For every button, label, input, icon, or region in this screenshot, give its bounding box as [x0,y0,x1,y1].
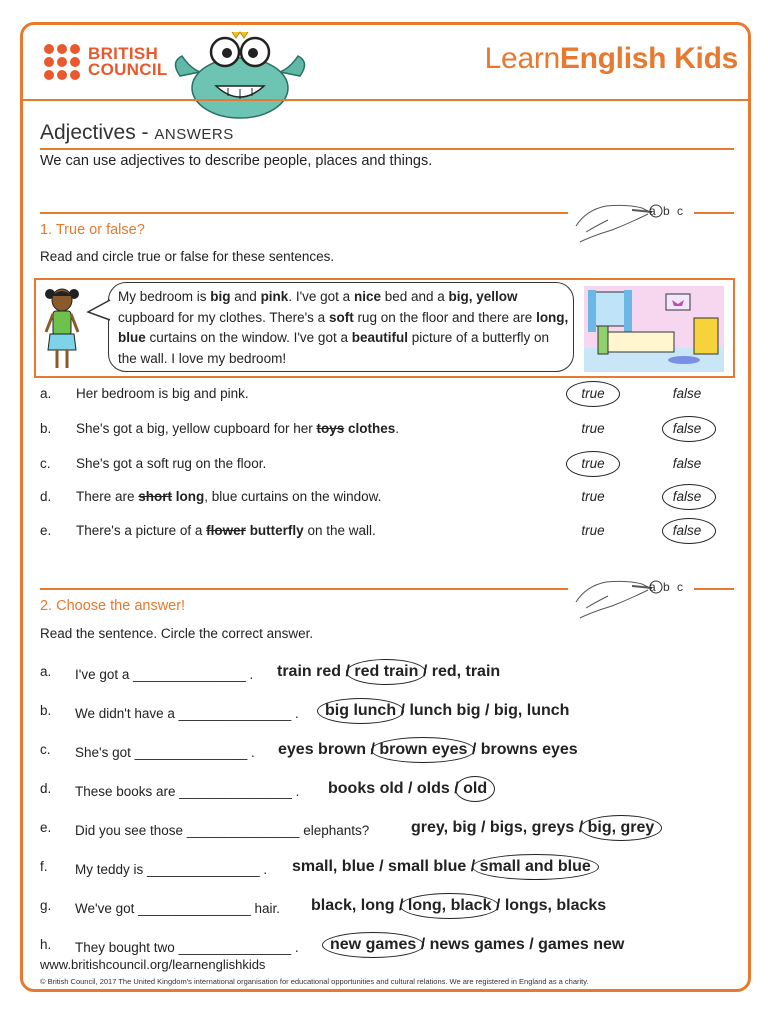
choice-item-sentence: She's got _______________ . [75,745,255,760]
choice-item-letter: b. [40,703,52,718]
choice-item-letter: h. [40,937,52,952]
answer-circle [371,737,475,763]
intro-text: We can use adjectives to describe people, places and things. [40,153,433,169]
section1-rule-left [40,212,568,214]
circled-answer[interactable]: long, black [408,897,492,915]
bedroom-illustration [584,286,724,372]
tf-item-sentence: She's got a big, yellow cupboard for her toys clothes. [76,421,400,436]
section2-heading: 2. Choose the answer! [40,598,186,614]
answer-circle [566,381,620,407]
answer-circle [455,776,495,802]
choice-item [40,894,740,920]
answer-circle [580,815,663,841]
answer-circle [662,416,716,442]
section2-rule-left [40,588,568,590]
tf-item-sentence: She's got a soft rug on the floor. [76,456,267,471]
abc-label: a b c [649,204,686,218]
choice-item [40,699,740,725]
speech-bubble-tail-icon [86,298,112,324]
circled-answer[interactable]: big lunch [325,702,396,720]
tf-item-letter: c. [40,456,51,471]
choice-item [40,855,740,881]
logo-learn: Learn [484,42,560,75]
british-council-logo [44,44,168,80]
story-text: My bedroom is big and pink. I've got a nice bed and a big, yellow cupboard for my clothes. There's a soft rug on the floor and there are long, blue curtains on the window. I've got a beautiful picture of a butterfly on the wall. I love my bedroom! [118,289,569,366]
true-option[interactable]: true [581,386,605,401]
tf-item-sentence: There are short long, blue curtains on the window. [76,489,382,504]
tf-item [40,485,740,509]
answer-circle [400,893,500,919]
footer-url[interactable]: www.britishcouncil.org/learnenglishkids [40,957,266,972]
choice-item-letter: c. [40,742,51,757]
choice-options: small, blue / small blue / small and blue [292,858,591,876]
choice-options: books old / olds / old [328,780,487,798]
answer-circle [662,484,716,510]
true-option[interactable]: true [581,523,605,538]
corrected-word: long [175,489,205,504]
abc-label-2: a b c [649,580,686,594]
british-council-dots-icon [44,44,80,80]
title-suffix: ANSWERS [154,126,234,143]
section1-rule-right [694,212,734,214]
corrected-word: clothes [348,421,396,436]
learnenglish-kids-logo [485,42,738,76]
tf-item-letter: d. [40,489,52,504]
brand-line-1: BRITISH [88,44,159,63]
header-divider [22,99,748,101]
circled-answer[interactable]: red train [354,663,418,681]
answer-circle [346,659,426,685]
choice-item [40,777,740,803]
answer-circle [566,451,620,477]
logo-english-kids: English Kids [559,42,738,75]
section2-rule-right [694,588,734,590]
true-option[interactable]: true [581,489,605,504]
circled-answer[interactable]: new games [330,936,416,954]
tf-item-letter: e. [40,523,52,538]
choice-options: train red / red train / red, train [277,663,500,681]
false-option[interactable]: false [672,489,702,504]
struck-word: short [138,489,173,504]
true-option[interactable]: true [581,421,605,436]
choice-item [40,933,740,959]
answer-circle [662,518,716,544]
choice-item-letter: e. [40,820,52,835]
false-option[interactable]: false [672,386,702,401]
tf-item [40,417,740,441]
false-option[interactable]: false [672,421,702,436]
choice-item-letter: f. [40,859,48,874]
tf-item-letter: b. [40,421,52,436]
title-underline [40,148,734,150]
choice-item-sentence: These books are _______________ . [75,784,300,799]
choice-item-sentence: I've got a _______________ . [75,667,254,682]
choice-options: new games / news games / games new [330,936,624,954]
struck-word: toys [316,421,345,436]
choice-item-sentence: We've got _______________ hair. [75,901,280,916]
tf-item-letter: a. [40,386,52,401]
footer-copyright: © British Council, 2017 The United Kingdom's international organisation for educational opportunities and cultural relations. We are registered in England as a charity. [40,977,589,986]
tf-item-sentence: There's a picture of a flower butterfly on the wall. [76,523,376,538]
circled-answer[interactable]: small and blue [480,858,591,876]
choice-item [40,660,740,686]
choice-item-sentence: We didn't have a _______________ . [75,706,299,721]
choice-item [40,738,740,764]
tf-item [40,519,740,543]
title-main: Adjectives - [40,121,155,144]
choice-item-letter: d. [40,781,52,796]
circled-answer[interactable]: brown eyes [379,741,467,759]
circled-answer[interactable]: big, grey [588,819,655,837]
section1-heading: 1. True or false? [40,222,145,238]
choice-item [40,816,740,842]
true-option[interactable]: true [581,456,605,471]
choice-options: eyes brown / brown eyes / browns eyes [278,741,578,759]
answer-circle [322,932,424,958]
section2-instruction: Read the sentence. Circle the correct answer. [40,626,314,641]
corrected-word: butterfly [249,523,304,538]
monster-mascot-icon [170,28,310,120]
tf-item [40,382,740,406]
choice-item-sentence: My teddy is _______________ . [75,862,268,877]
brand-line-2: COUNCIL [88,60,168,79]
answer-circle [472,854,599,880]
answer-circle [317,698,404,724]
choice-item-letter: g. [40,898,52,913]
choice-item-sentence: Did you see those _______________ elephants? [75,823,370,838]
tf-item-sentence: Her bedroom is big and pink. [76,386,249,401]
choice-options: big lunch / lunch big / big, lunch [325,702,569,720]
false-option[interactable]: false [672,523,702,538]
false-option[interactable]: false [672,456,702,471]
tf-item [40,452,740,476]
circled-answer[interactable]: old [463,780,487,798]
page-title [40,121,234,145]
choice-item-letter: a. [40,664,52,679]
struck-word: flower [206,523,246,538]
section1-instruction: Read and circle true or false for these sentences. [40,249,335,264]
choice-options: grey, big / bigs, greys / big, grey [411,819,654,837]
choice-options: black, long / long, black / longs, blacks [311,897,606,915]
girl-illustration [40,284,84,374]
choice-item-sentence: They bought two _______________ . [75,940,299,955]
